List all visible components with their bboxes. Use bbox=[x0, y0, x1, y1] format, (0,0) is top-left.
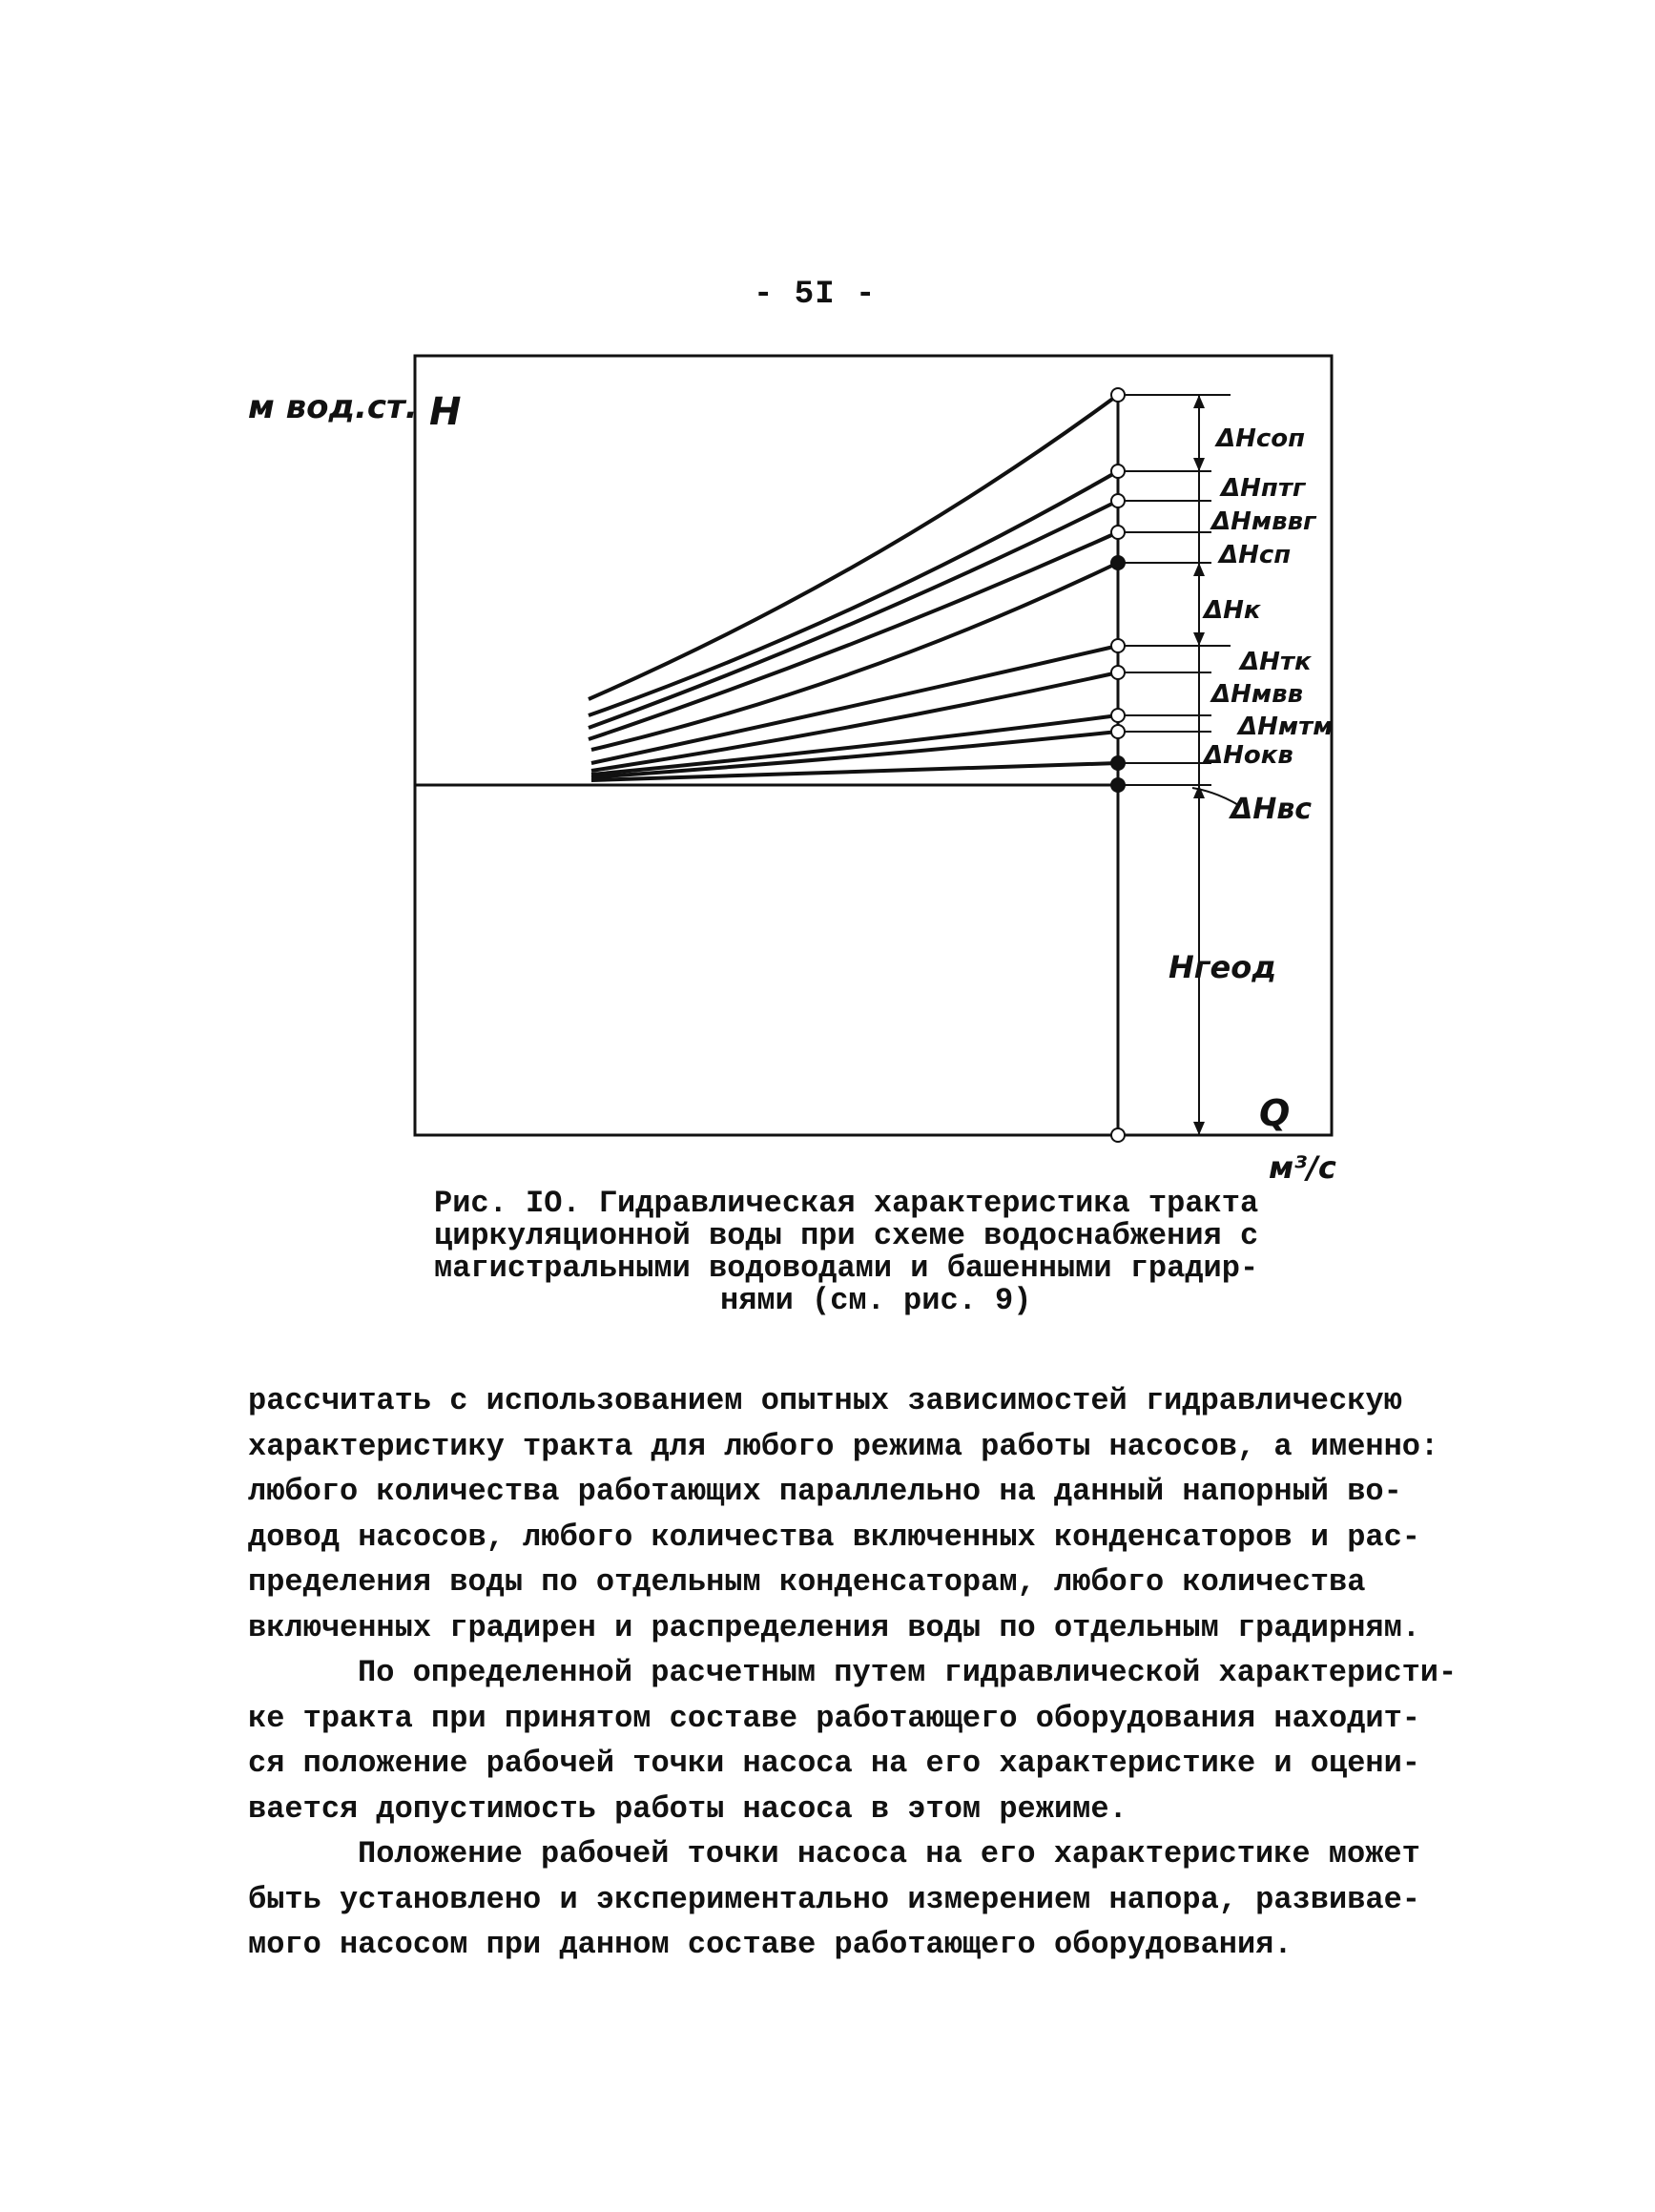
figure-caption bbox=[434, 1188, 1293, 1317]
text-line: пределения воды по отдельным конденсаторам, любого количества bbox=[248, 1564, 1366, 1600]
body-text bbox=[248, 1378, 1488, 1968]
label-dh-mvv: ΔHмвв bbox=[1211, 680, 1304, 709]
label-dh-mvvg: ΔHмввг bbox=[1211, 507, 1316, 536]
caption-line: магистральными водоводами и башенными градир- bbox=[434, 1251, 1259, 1286]
text-line: вается допустимость работы насоса в этом режиме. bbox=[248, 1790, 1127, 1827]
text-line: любого количества работающих параллельно на данный напорный во- bbox=[248, 1474, 1402, 1509]
text-line: включенных градирен и распределения воды по отдельным градирням. bbox=[248, 1609, 1420, 1645]
characteristic-curves bbox=[589, 395, 1118, 780]
label-dh-sop: ΔHсоп bbox=[1216, 424, 1306, 453]
y-axis-symbol: H bbox=[429, 390, 462, 434]
caption-line: циркуляционной воды при схеме водоснабжения с bbox=[434, 1218, 1259, 1253]
curve-sp bbox=[589, 532, 1118, 739]
text-line: быть установлено и экспериментально измерением напора, развивае- bbox=[248, 1881, 1420, 1917]
paragraph-experiment bbox=[248, 1831, 1488, 1968]
curve-ptg bbox=[589, 471, 1118, 715]
x-unit-label: м³/с bbox=[1269, 1149, 1336, 1183]
page-number: - 5I - bbox=[754, 277, 877, 313]
caption-line: нями (см. рис. 9) bbox=[720, 1283, 1032, 1318]
text-line: мого насосом при данном составе работающего оборудования. bbox=[248, 1927, 1293, 1962]
text-line: характеристику тракта для любого режима работы насосов, а именно: bbox=[248, 1428, 1439, 1464]
label-dh-tk: ΔHтк bbox=[1240, 648, 1312, 676]
text-line: рассчитать с использованием опытных зависимостей гидравлическую bbox=[248, 1383, 1402, 1418]
label-dh-okv: ΔHокв bbox=[1204, 741, 1293, 770]
label-dh-k: ΔHк bbox=[1204, 596, 1261, 625]
label-dh-ptg: ΔHптг bbox=[1221, 474, 1306, 503]
text-line: ся положение рабочей точки насоса на его характеристике и оцени- bbox=[248, 1746, 1420, 1781]
curve-mvvg bbox=[589, 501, 1118, 728]
label-dh-vs: ΔHвс bbox=[1231, 793, 1313, 826]
text-line: По определенной расчетным путем гидравлической характеристи- bbox=[358, 1655, 1458, 1690]
curve-k bbox=[591, 563, 1118, 750]
x-axis-symbol: Q bbox=[1259, 1092, 1291, 1134]
text-line: ке тракта при принятом составе работающего оборудования находит- bbox=[248, 1700, 1420, 1736]
curve-total bbox=[589, 395, 1118, 699]
label-dh-mtm: ΔHмтм bbox=[1238, 713, 1334, 741]
text-line: Положение рабочей точки насоса на его характеристике может bbox=[358, 1836, 1420, 1871]
label-dh-sp: ΔHсп bbox=[1219, 541, 1292, 569]
paragraph-calculation bbox=[248, 1650, 1488, 1831]
caption-line: Рис. IO. Гидравлическая характеристика тракта bbox=[434, 1186, 1259, 1221]
label-h-geod: Hгеод bbox=[1169, 949, 1277, 985]
level-ticks bbox=[1118, 395, 1231, 785]
paragraph-continuation bbox=[248, 1378, 1488, 1650]
y-unit-label: м вод.ст. bbox=[248, 388, 418, 426]
text-line: довод насосов, любого количества включенных конденсаторов и рас- bbox=[248, 1519, 1420, 1555]
head-component-labels bbox=[1169, 424, 1333, 985]
